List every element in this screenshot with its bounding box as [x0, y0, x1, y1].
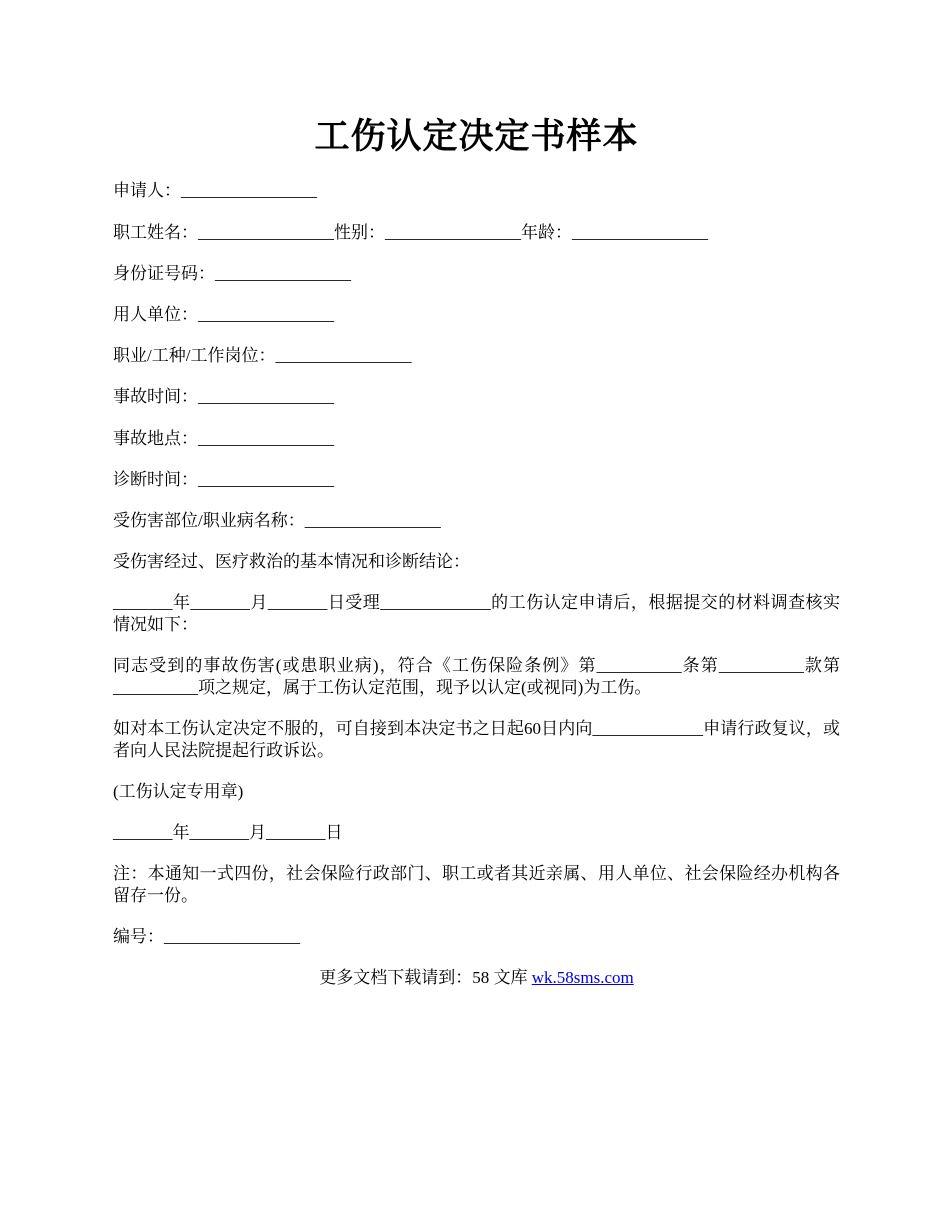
date-line: _______年_______月_______日 [113, 823, 343, 842]
footer [113, 967, 840, 989]
id-number-line: 身份证号码：________________ [113, 264, 351, 283]
footer-text: 更多文档下载请到：58 文库 [319, 968, 532, 987]
seal-line: (工伤认定专用章) [113, 782, 244, 801]
diagnosis-time-line: 诊断时间：________________ [113, 470, 334, 489]
note-paragraph: 注：本通知一式四份，社会保险行政部门、职工或者其近亲属、用人单位、社会保险经办机构各留存一份。 [113, 864, 840, 905]
accident-place-line: 事故地点：________________ [113, 429, 334, 448]
injury-part-line: 受伤害部位/职业病名称：________________ [113, 511, 441, 530]
worker-info-line: 职工姓名：________________性别：________________年龄：________________ [113, 223, 708, 242]
document-title: 工伤认定决定书样本 [314, 117, 639, 156]
appeal-paragraph: 如对本工伤认定决定不服的，可自接到本决定书之日起60日内向_____________申请行政复议，或者向人民法院提起行政诉讼。 [113, 719, 840, 760]
acceptance-paragraph: _______年_______月_______日受理_____________的工伤认定申请后，根据提交的材料调查核实情况如下： [113, 593, 840, 634]
serial-number-line: 编号：________________ [113, 927, 300, 946]
employer-line: 用人单位：________________ [113, 305, 334, 324]
accident-time-line: 事故时间：________________ [113, 387, 334, 406]
applicant-line: 申请人：________________ [113, 181, 317, 200]
injury-process-line: 受伤害经过、医疗救治的基本情况和诊断结论： [113, 552, 470, 571]
determination-paragraph: 同志受到的事故伤害(或患职业病)，符合《工伤保险条例》第__________条第__________款第__________项之规定，属于工伤认定范围，现予以认定(或视同)为工伤。 [113, 656, 840, 697]
position-line: 职业/工种/工作岗位：________________ [113, 346, 412, 365]
footer-link[interactable]: wk.58sms.com [531, 968, 634, 987]
